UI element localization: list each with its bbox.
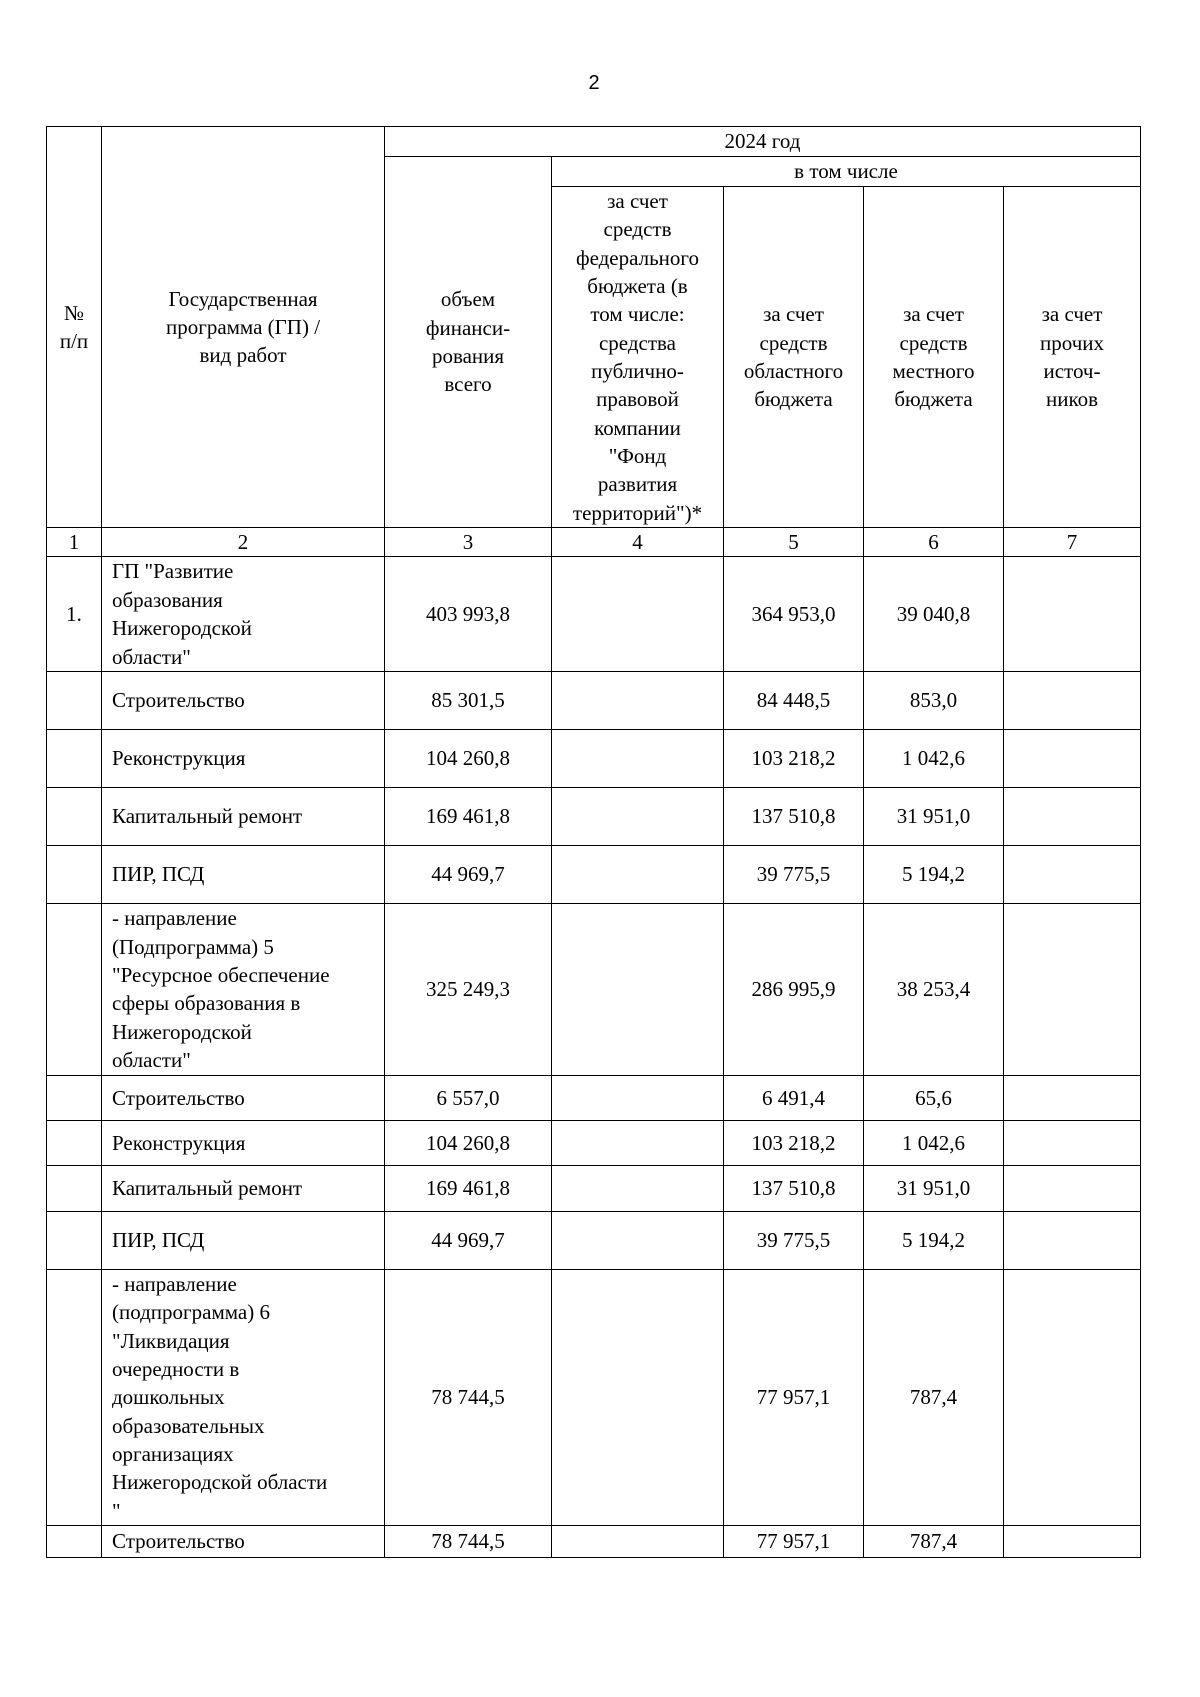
cell-other [1004, 787, 1141, 845]
cell-other [1004, 1120, 1141, 1165]
table-row [47, 903, 1141, 1075]
cell-number [47, 1525, 102, 1557]
cell-local: 787,4 [864, 1269, 1004, 1525]
cell-local: 65,6 [864, 1075, 1004, 1120]
column-number: 4 [552, 528, 724, 557]
financing-table [46, 126, 1141, 1558]
cell-number [47, 1165, 102, 1211]
cell-local: 1 042,6 [864, 1120, 1004, 1165]
cell-federal [552, 729, 724, 787]
cell-number [47, 787, 102, 845]
cell-total: 325 249,3 [385, 903, 552, 1075]
cell-local: 39 040,8 [864, 557, 1004, 671]
page-number: 2 [588, 72, 600, 94]
cell-total: 78 744,5 [385, 1525, 552, 1557]
cell-program-name: Строительство [102, 671, 385, 729]
cell-local: 38 253,4 [864, 903, 1004, 1075]
table-row [47, 1211, 1141, 1269]
cell-federal [552, 671, 724, 729]
cell-number: 1. [47, 557, 102, 671]
table-row [47, 787, 1141, 845]
cell-regional: 77 957,1 [724, 1525, 864, 1557]
cell-number [47, 729, 102, 787]
cell-local: 5 194,2 [864, 1211, 1004, 1269]
table-row [47, 845, 1141, 903]
cell-federal [552, 1211, 724, 1269]
cell-total: 44 969,7 [385, 845, 552, 903]
cell-number [47, 1211, 102, 1269]
table-row [47, 557, 1141, 671]
cell-total: 169 461,8 [385, 1165, 552, 1211]
cell-regional: 364 953,0 [724, 557, 864, 671]
cell-local: 1 042,6 [864, 729, 1004, 787]
cell-total: 6 557,0 [385, 1075, 552, 1120]
cell-program-name: Реконструкция [102, 729, 385, 787]
column-numbers-row [47, 528, 1141, 557]
cell-total: 78 744,5 [385, 1269, 552, 1525]
table-row [47, 1120, 1141, 1165]
cell-federal [552, 903, 724, 1075]
cell-program-name: - направление (Подпрограмма) 5 "Ресурсное обеспечение сферы образования в Нижегородской области" [102, 903, 385, 1075]
cell-program-name: Реконструкция [102, 1120, 385, 1165]
cell-other [1004, 1525, 1141, 1557]
cell-total: 85 301,5 [385, 671, 552, 729]
cell-total: 403 993,8 [385, 557, 552, 671]
table-row [47, 729, 1141, 787]
cell-local: 31 951,0 [864, 787, 1004, 845]
cell-other [1004, 1211, 1141, 1269]
cell-other [1004, 557, 1141, 671]
cell-number [47, 1075, 102, 1120]
cell-total: 169 461,8 [385, 787, 552, 845]
cell-local: 787,4 [864, 1525, 1004, 1557]
cell-program-name: ПИР, ПСД [102, 1211, 385, 1269]
cell-local: 31 951,0 [864, 1165, 1004, 1211]
cell-number [47, 1120, 102, 1165]
column-number: 1 [47, 528, 102, 557]
cell-federal [552, 557, 724, 671]
cell-total: 44 969,7 [385, 1211, 552, 1269]
cell-total: 104 260,8 [385, 1120, 552, 1165]
cell-regional: 39 775,5 [724, 1211, 864, 1269]
table-row [47, 1165, 1141, 1211]
cell-federal [552, 1075, 724, 1120]
cell-regional: 103 218,2 [724, 1120, 864, 1165]
table-row [47, 1525, 1141, 1557]
header-program: Государственная программа (ГП) / вид работ [102, 127, 385, 528]
table-row [47, 671, 1141, 729]
cell-program-name: - направление (подпрограмма) 6 "Ликвидация очередности в дошкольных образовательных организациях Нижегородской области " [102, 1269, 385, 1525]
cell-program-name: ГП "Развитие образования Нижегородской области" [102, 557, 385, 671]
column-number: 2 [102, 528, 385, 557]
cell-local: 853,0 [864, 671, 1004, 729]
header-local: за счет средств местного бюджета [864, 187, 1004, 528]
header-total: объем финанси- рования всего [385, 157, 552, 528]
cell-program-name: ПИР, ПСД [102, 845, 385, 903]
header-regional: за счет средств областного бюджета [724, 187, 864, 528]
column-number: 5 [724, 528, 864, 557]
cell-regional: 77 957,1 [724, 1269, 864, 1525]
cell-other [1004, 671, 1141, 729]
cell-other [1004, 845, 1141, 903]
cell-federal [552, 787, 724, 845]
header-no: № п/п [47, 127, 102, 528]
cell-federal [552, 1165, 724, 1211]
header-year: 2024 год [385, 127, 1141, 157]
cell-regional: 103 218,2 [724, 729, 864, 787]
cell-regional: 6 491,4 [724, 1075, 864, 1120]
cell-other [1004, 1075, 1141, 1120]
cell-other [1004, 1165, 1141, 1211]
cell-program-name: Строительство [102, 1075, 385, 1120]
cell-federal [552, 1120, 724, 1165]
cell-number [47, 1269, 102, 1525]
cell-program-name: Капитальный ремонт [102, 787, 385, 845]
cell-number [47, 903, 102, 1075]
cell-federal [552, 845, 724, 903]
cell-total: 104 260,8 [385, 729, 552, 787]
cell-program-name: Капитальный ремонт [102, 1165, 385, 1211]
cell-regional: 137 510,8 [724, 787, 864, 845]
cell-number [47, 671, 102, 729]
column-number: 6 [864, 528, 1004, 557]
cell-local: 5 194,2 [864, 845, 1004, 903]
column-number: 7 [1004, 528, 1141, 557]
table-row [47, 1269, 1141, 1525]
cell-other [1004, 1269, 1141, 1525]
cell-program-name: Строительство [102, 1525, 385, 1557]
cell-regional: 137 510,8 [724, 1165, 864, 1211]
cell-regional: 39 775,5 [724, 845, 864, 903]
header-other: за счет прочих источ- ников [1004, 187, 1141, 528]
table-row [47, 1075, 1141, 1120]
cell-regional: 286 995,9 [724, 903, 864, 1075]
column-number: 3 [385, 528, 552, 557]
cell-other [1004, 729, 1141, 787]
header-federal: за счет средств федерального бюджета (в том числе: средства публично- правовой компании "Фонд развития территорий")* [552, 187, 724, 528]
header-including: в том числе [552, 157, 1141, 187]
cell-regional: 84 448,5 [724, 671, 864, 729]
cell-number [47, 845, 102, 903]
cell-federal [552, 1525, 724, 1557]
table-body [47, 557, 1141, 1557]
cell-other [1004, 903, 1141, 1075]
cell-federal [552, 1269, 724, 1525]
